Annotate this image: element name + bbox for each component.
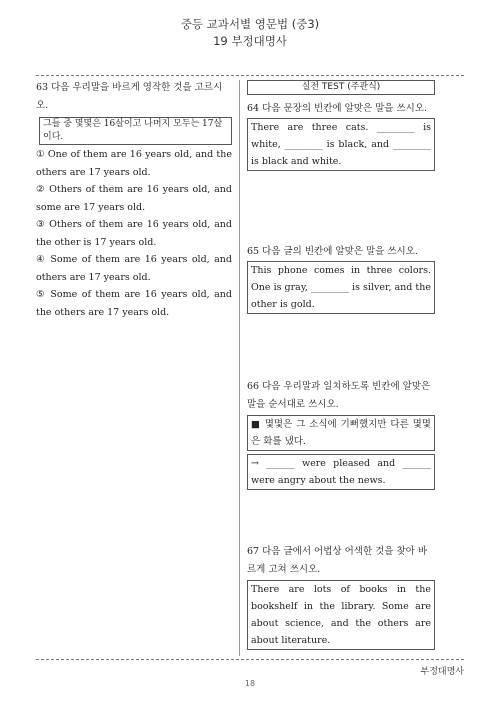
question-67-box[interactable]: There are lots of books in the bookshelf in the library. Some are about science, and the others are about literature. [247, 580, 435, 650]
option-3[interactable]: ③ Others of them are 16 years old, and the other is 17 years old. [36, 219, 232, 248]
header-subtitle: 19 부정대명사 [213, 34, 287, 48]
page-number: 18 [244, 679, 256, 688]
option-1[interactable]: ① One of them are 16 years old, and the others are 17 years old. [36, 149, 232, 178]
option-5[interactable]: ⑤ Some of them are 16 years old, and the others are 17 years old. [36, 289, 232, 318]
question-65-prompt: 65 다음 글의 빈칸에 알맞은 말을 쓰시오. [247, 246, 418, 257]
question-67 [247, 543, 435, 650]
question-66-korean-box: ■ 몇몇은 그 소식에 기뻐했지만 다른 몇몇은 화를 냈다. [247, 415, 435, 451]
question-66-answer-box[interactable]: → ______ were pleased and ______ were angry about the news. [247, 454, 435, 490]
question-65-box[interactable]: This phone comes in three colors. One is gray, ________ is silver, and the other is gold. [247, 261, 435, 314]
question-66 [247, 378, 435, 490]
column-divider [239, 80, 240, 656]
right-column-top [247, 80, 435, 171]
question-65 [247, 243, 435, 314]
question-63-korean-box: 그들 중 몇몇은 16살이고 나머지 모두는 17살이다. [39, 117, 232, 145]
top-divider [36, 75, 464, 76]
question-64-box[interactable]: There are three cats. ________ is white, ________ is black, and ________ is black and white. [247, 118, 435, 171]
question-63 [36, 79, 232, 321]
section-title: 실전 TEST (주관식) [247, 80, 435, 95]
option-4[interactable]: ④ Some of them are 16 years old, and others are 17 years old. [36, 254, 232, 283]
question-67-prompt: 67 다음 글에서 어법상 어색한 것을 찾아 바르게 고쳐 쓰시오. [247, 546, 428, 575]
question-64-prompt: 64 다음 문장의 빈칸에 알맞은 말을 쓰시오. [247, 103, 428, 114]
header-title: 중등 교과서별 영문법 (중3) [180, 17, 320, 31]
question-63-prompt: 63 다음 우리말을 바르게 영작한 것을 고르시오. [36, 82, 223, 111]
bottom-divider [36, 659, 464, 660]
question-66-prompt: 66 다음 우리말과 일치하도록 빈칸에 알맞은 말을 순서대로 쓰시오. [247, 381, 431, 410]
option-2[interactable]: ② Others of them are 16 years old, and some are 17 years old. [36, 184, 232, 213]
footer-label: 부정대명사 [420, 667, 464, 677]
